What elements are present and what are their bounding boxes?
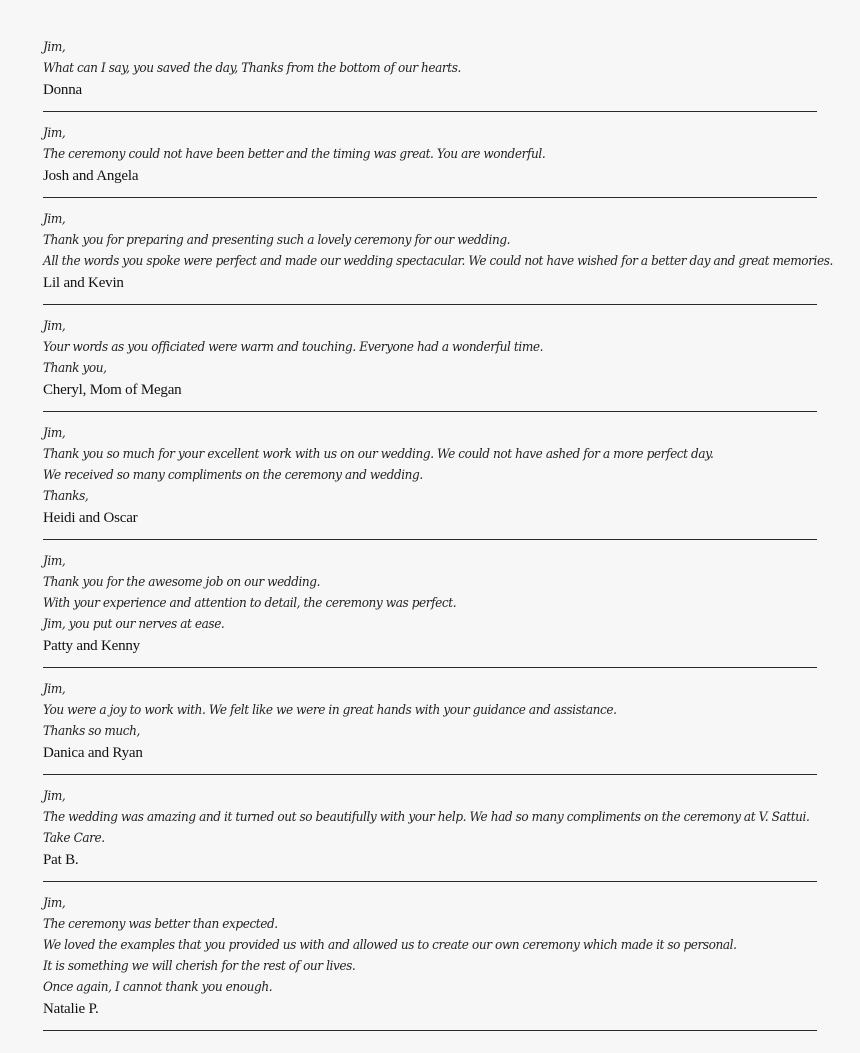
testimonial-line: All the words you spoke were perfect and made our wedding spectacular. We could not have wished for a better day and great memories. (43, 254, 833, 269)
testimonial-line: Jim, (43, 554, 66, 569)
testimonial-line: It is something we will cherish for the rest of our lives. (43, 959, 356, 974)
testimonial-signature: Heidi and Oscar (43, 510, 138, 526)
testimonial-item (43, 679, 817, 775)
testimonials-list (43, 37, 833, 1042)
testimonial-line: Jim, (43, 126, 66, 141)
testimonial-line: Thank you for the awesome job on our wedding. (43, 575, 321, 590)
testimonial-line: Jim, (43, 896, 66, 911)
testimonial-line: Take Care. (43, 831, 105, 846)
testimonial-item (43, 551, 817, 668)
testimonial-line: Jim, (43, 212, 66, 227)
testimonial-signature: Donna (43, 82, 82, 98)
testimonial-line: With your experience and attention to detail, the ceremony was perfect. (43, 596, 457, 611)
testimonial-line: The ceremony could not have been better and the timing was great. You are wonderful. (43, 147, 546, 162)
testimonial-signature: Cheryl, Mom of Megan (43, 382, 182, 398)
testimonial-line: Thanks so much, (43, 724, 140, 739)
testimonial-signature: Pat B. (43, 852, 79, 868)
testimonial-item (43, 37, 817, 112)
testimonial-line: Jim, (43, 682, 66, 697)
testimonial-item (43, 893, 817, 1031)
testimonial-line: Thank you, (43, 361, 107, 376)
testimonial-line: Thank you so much for your excellent work with us on our wedding. We could not have ashed for a more perfect day. (43, 447, 714, 462)
testimonial-item (43, 786, 817, 882)
testimonial-item (43, 316, 817, 412)
testimonial-line: Jim, (43, 426, 66, 441)
testimonial-line: We received so many compliments on the ceremony and wedding. (43, 468, 423, 483)
testimonial-signature: Natalie P. (43, 1001, 99, 1017)
testimonial-line: The wedding was amazing and it turned out so beautifully with your help. We had so many compliments on the ceremony at V. Sattui. (43, 810, 810, 825)
testimonial-item (43, 123, 817, 198)
testimonial-item (43, 209, 833, 305)
testimonial-line: Jim, (43, 789, 66, 804)
testimonial-line: The ceremony was better than expected. (43, 917, 278, 932)
testimonial-line: We loved the examples that you provided us with and allowed us to create our own ceremony which made it so personal. (43, 938, 737, 953)
testimonial-line: Jim, you put our nerves at ease. (43, 617, 225, 632)
testimonial-line: Jim, (43, 40, 66, 55)
testimonial-signature: Patty and Kenny (43, 638, 140, 654)
testimonial-line: Your words as you officiated were warm and touching. Everyone had a wonderful time. (43, 340, 544, 355)
testimonial-signature: Josh and Angela (43, 168, 139, 184)
testimonial-line: Once again, I cannot thank you enough. (43, 980, 273, 995)
testimonial-line: You were a joy to work with. We felt like we were in great hands with your guidance and assistance. (43, 703, 617, 718)
testimonial-line: Jim, (43, 319, 66, 334)
testimonial-signature: Danica and Ryan (43, 745, 143, 761)
testimonial-line: What can I say, you saved the day, Thanks from the bottom of our hearts. (43, 61, 461, 76)
testimonial-signature: Lil and Kevin (43, 275, 124, 291)
testimonial-item (43, 423, 817, 540)
testimonial-line: Thank you for preparing and presenting such a lovely ceremony for our wedding. (43, 233, 511, 248)
testimonial-line: Thanks, (43, 489, 89, 504)
